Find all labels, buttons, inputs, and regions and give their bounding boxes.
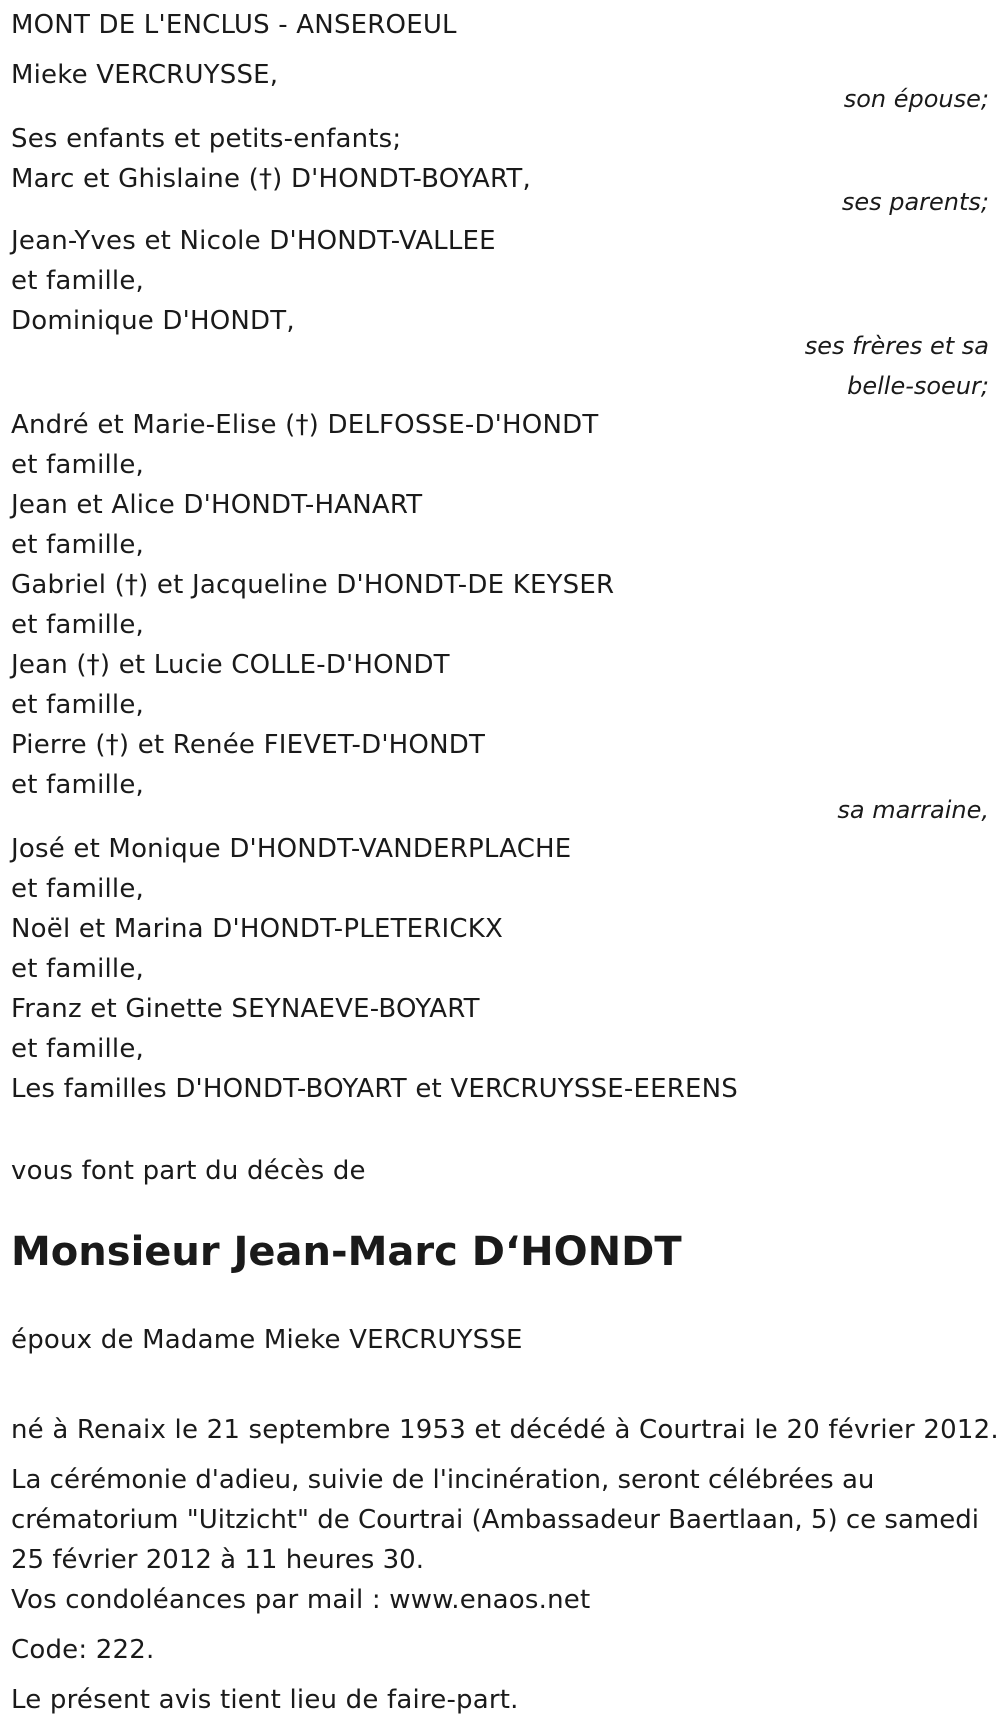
birth-death-line: né à Renaix le 21 septembre 1953 et décédé à Courtrai le 20 février 2012. (11, 1415, 999, 1445)
relation-label: ses parents; (841, 188, 989, 216)
family-line: Les familles D'HONDT-BOYART et VERCRUYSSE-EERENS (11, 1074, 739, 1104)
announcement-text: vous font part du décès de (11, 1156, 366, 1186)
family-line: André et Marie-Elise (†) DELFOSSE-D'HONDT (11, 410, 599, 440)
family-line: José et Monique D'HONDT-VANDERPLACHE (11, 834, 572, 864)
family-line: et famille, (11, 266, 144, 296)
relation-label: son épouse; (843, 85, 989, 113)
family-line: Marc et Ghislaine (†) D'HONDT-BOYART, (11, 164, 531, 194)
family-line: Franz et Ginette SEYNAEVE-BOYART (11, 994, 480, 1024)
ceremony-paragraph: La cérémonie d'adieu, suivie de l'incinération, seront célébrées au crématorium "Uitzicht" de Courtrai (Ambassadeur Baertlaan, 5) ce samedi 25 février 2012 à 11 heures 30. (11, 1465, 979, 1575)
location-header: MONT DE L'ENCLUS - ANSEROEUL (11, 10, 457, 40)
notice-line: Le présent avis tient lieu de faire-part. (11, 1685, 519, 1715)
relation-label: belle-soeur; (847, 372, 989, 400)
family-line: et famille, (11, 450, 144, 480)
condolences-line: Vos condoléances par mail : www.enaos.net (11, 1585, 591, 1615)
family-line: Jean et Alice D'HONDT-HANART (11, 490, 423, 520)
family-line: Jean-Yves et Nicole D'HONDT-VALLEE (11, 226, 496, 256)
family-line: et famille, (11, 530, 144, 560)
family-line: Gabriel (†) et Jacqueline D'HONDT-DE KEYSER (11, 570, 615, 600)
family-line: Jean (†) et Lucie COLLE-D'HONDT (11, 650, 450, 680)
relation-label: ses frères et sa (804, 332, 989, 360)
family-line: et famille, (11, 874, 144, 904)
family-line: Ses enfants et petits-enfants; (11, 124, 402, 154)
family-line: et famille, (11, 1034, 144, 1064)
family-line: et famille, (11, 690, 144, 720)
code-line: Code: 222. (11, 1635, 155, 1665)
deceased-name: Monsieur Jean-Marc D‘HONDT (11, 1229, 682, 1275)
family-line: Dominique D'HONDT, (11, 306, 295, 336)
relation-label: sa marraine, (837, 796, 989, 824)
spouse-line: époux de Madame Mieke VERCRUYSSE (11, 1325, 523, 1355)
family-line: Noël et Marina D'HONDT-PLETERICKX (11, 914, 504, 944)
family-line: et famille, (11, 610, 144, 640)
family-line: Pierre (†) et Renée FIEVET-D'HONDT (11, 730, 486, 760)
family-line: et famille, (11, 954, 144, 984)
family-line: Mieke VERCRUYSSE, (11, 60, 279, 90)
family-line: et famille, (11, 770, 144, 800)
